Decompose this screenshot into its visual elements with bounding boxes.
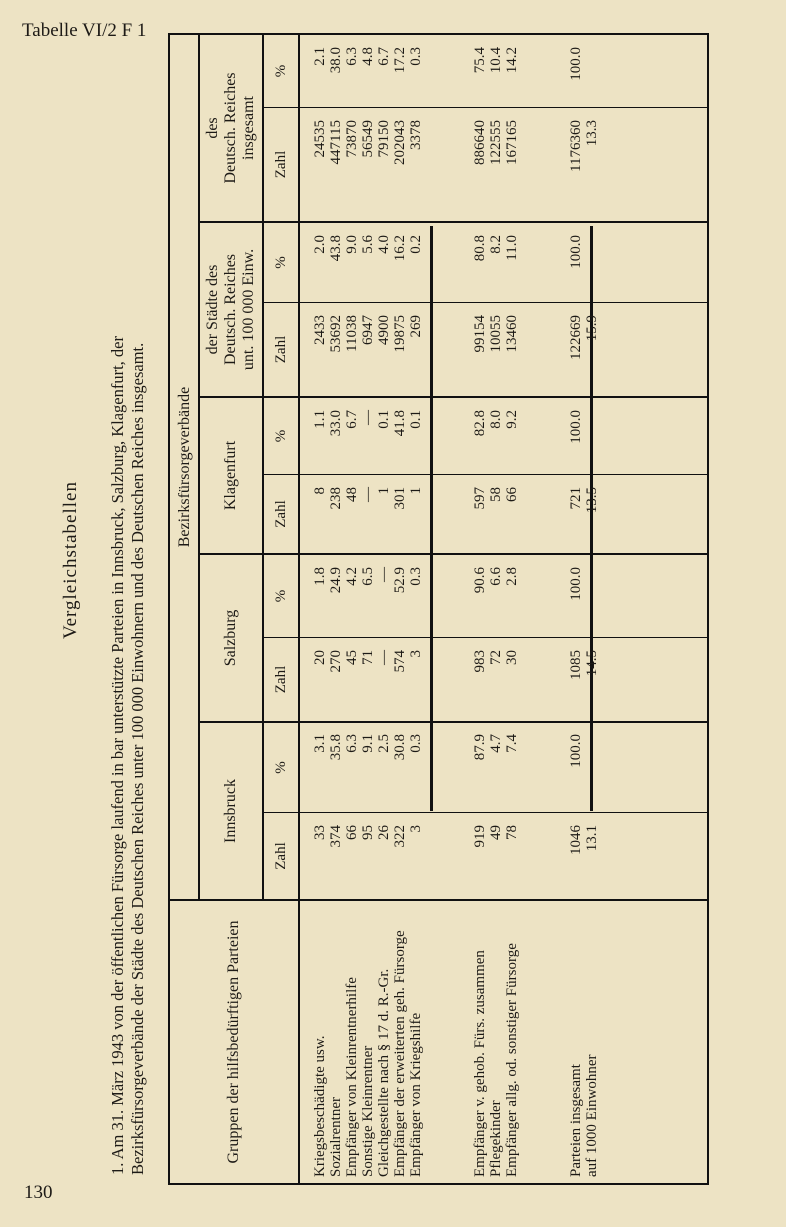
table-cell: 73870 xyxy=(344,120,360,158)
data-column xyxy=(312,410,600,476)
innsbruck-zahl-label: Zahl xyxy=(273,842,289,870)
group-label: Empfänger von Kriegshilfe xyxy=(408,1012,424,1177)
table-cell: 1176360 xyxy=(568,120,584,172)
group-label: Sonstige Kleinrentner xyxy=(360,1045,376,1177)
table-cell: 38.0 xyxy=(328,47,344,74)
table-cell: 26 xyxy=(376,825,392,840)
rotated-table-block xyxy=(60,25,720,1185)
table-cell xyxy=(584,410,600,476)
table-cell: 71 xyxy=(360,650,376,665)
col-reich-line2: Deutsch. Reiches xyxy=(222,72,239,184)
table-cell: 8.0 xyxy=(488,410,504,429)
table-cell: 6.3 xyxy=(344,47,360,66)
title-line-1: 1. Am 31. März 1943 von der öffentlichen Fürsorge laufend in bar unterstützte Parteien in Innsbruck, Salzburg, Klagenfurt, der xyxy=(108,336,127,1175)
table-cell: 322 xyxy=(392,825,408,848)
table-cell: 6.6 xyxy=(488,567,504,586)
table-cell: 90.6 xyxy=(472,567,488,594)
table-cell: 45 xyxy=(344,650,360,665)
table-cell: 4.2 xyxy=(344,567,360,586)
col-reich xyxy=(200,35,262,221)
table-cell: 1085 xyxy=(568,650,584,680)
table-cell: 122669 xyxy=(568,315,584,360)
col-reich-line1: des xyxy=(204,117,221,139)
table-cell: 721 xyxy=(568,487,584,510)
table-cell: 10055 xyxy=(488,315,504,353)
table-cell: 269 xyxy=(408,315,424,338)
table-cell: 10.4 xyxy=(488,47,504,74)
table-cell: 2.1 xyxy=(312,47,328,66)
group-label: Empfänger v. gehob. Fürs. zusammen xyxy=(472,950,488,1177)
table-cell: 100.0 xyxy=(568,47,584,81)
table-cell: 48 xyxy=(344,487,360,502)
table-cell: 53692 xyxy=(328,315,344,353)
table-cell: 24.9 xyxy=(328,567,344,594)
data-column xyxy=(312,315,600,398)
table-cell: 16.2 xyxy=(392,235,408,262)
group-label: Empfänger allg. od. sonstiger Fürsorge xyxy=(504,943,520,1177)
table-cell: 13460 xyxy=(504,315,520,353)
table-cell: 80.8 xyxy=(472,235,488,262)
table-caption: Vergleichstabellen xyxy=(60,481,81,639)
col-innsbruck: Innsbruck xyxy=(222,779,239,843)
group-label: Parteien insgesamt xyxy=(568,1064,584,1177)
staedte-pct-label: % xyxy=(273,256,289,269)
table-cell: 447115 xyxy=(328,120,344,165)
table-cell: 52.9 xyxy=(392,567,408,594)
table-cell: 3 xyxy=(408,825,424,833)
table-title xyxy=(108,35,148,1175)
data-column xyxy=(312,825,600,901)
table-cell: — xyxy=(360,410,376,425)
table-cell: 66 xyxy=(344,825,360,840)
table-cell: 9.0 xyxy=(344,235,360,254)
col-staedte-line3: unt. 100 000 Einw. xyxy=(240,248,257,371)
table-cell: — xyxy=(376,567,392,582)
table-cell: 14.2 xyxy=(504,47,520,74)
table-cell: 301 xyxy=(392,487,408,510)
page-number: 130 xyxy=(24,1182,53,1203)
table-cell: 6.7 xyxy=(344,410,360,429)
table-cell: 1 xyxy=(408,487,424,495)
table-cell: 3.1 xyxy=(312,734,328,753)
table-cell: 11038 xyxy=(344,315,360,352)
table-cell xyxy=(584,235,600,304)
table-cell: 9.1 xyxy=(360,734,376,753)
table-cell: 4.7 xyxy=(488,734,504,753)
group-label: Kriegsbeschädigte usw. xyxy=(312,1035,328,1177)
data-column xyxy=(312,487,600,555)
table-cell: 597 xyxy=(472,487,488,510)
table-cell: 7.4 xyxy=(504,734,520,753)
table-cell: 49 xyxy=(488,825,504,840)
table-cell: 8.2 xyxy=(488,235,504,254)
table-cell: 41.8 xyxy=(392,410,408,437)
table-cell: 30 xyxy=(504,650,520,665)
group-label: Empfänger von Kleinrentnerhilfe xyxy=(344,977,360,1177)
data-column xyxy=(312,567,600,639)
title-line-2: Bezirksfürsorgeverbände der Städte des Deutschen Reiches unter 100 000 Einwohnern und des Deutschen Reiches insgesamt. xyxy=(128,342,147,1175)
table-cell: 6.5 xyxy=(360,567,376,586)
table-cell: 100.0 xyxy=(568,567,584,601)
table-cell: 33 xyxy=(312,825,328,840)
table-cell: 79150 xyxy=(376,120,392,158)
data-column xyxy=(312,235,600,304)
table-cell: 0.1 xyxy=(408,410,424,429)
table-cell: 82.8 xyxy=(472,410,488,437)
table-cell: 19875 xyxy=(392,315,408,353)
col-reich-line3: insgesamt xyxy=(240,96,257,160)
table-cell xyxy=(584,567,600,639)
table-cell: 13.5 xyxy=(584,487,600,514)
table-cell: 20 xyxy=(312,650,328,665)
group-label: Empfänger der erweiterten geh. Fürsorge xyxy=(392,930,408,1177)
table-cell: 0.1 xyxy=(376,410,392,429)
table-cell: 43.8 xyxy=(328,235,344,262)
data-column xyxy=(312,734,600,814)
salzburg-pct-label: % xyxy=(273,589,289,603)
table-cell: 1.1 xyxy=(312,410,328,429)
table-cell: 1 xyxy=(376,487,392,495)
reich-zahl-label: Zahl xyxy=(273,150,289,179)
col-klagenfurt: Klagenfurt xyxy=(222,440,239,511)
table-cell: 1.8 xyxy=(312,567,328,586)
table-cell: 14.5 xyxy=(584,650,600,677)
table-cell: 100.0 xyxy=(568,235,584,269)
table-cell: 6.7 xyxy=(376,47,392,66)
table-cell: 17.2 xyxy=(392,47,408,74)
header-bottom-rule xyxy=(298,35,300,1183)
table-cell: 0.3 xyxy=(408,47,424,66)
col-staedte-line2: Deutsch. Reiches xyxy=(222,253,239,366)
table-cell: 374 xyxy=(328,825,344,848)
table-cell: 100.0 xyxy=(568,410,584,444)
table-cell: 5.6 xyxy=(360,235,376,254)
table-cell: 87.9 xyxy=(472,734,488,761)
table-cell: 122555 xyxy=(488,120,504,165)
table-cell: 35.8 xyxy=(328,734,344,761)
table-cell: 13.3 xyxy=(584,120,600,147)
table-cell: 4900 xyxy=(376,315,392,345)
table-cell: 2.5 xyxy=(376,734,392,753)
table-cell: 2.8 xyxy=(504,567,520,586)
table-cell: 11.0 xyxy=(504,235,520,261)
table-cell: 1046 xyxy=(568,825,584,855)
group-label: Sozialrentner xyxy=(328,1097,344,1177)
group-label: auf 1000 Einwohner xyxy=(584,1054,600,1177)
table-cell: 33.0 xyxy=(328,410,344,437)
table-cell: 574 xyxy=(392,650,408,673)
table-cell: 919 xyxy=(472,825,488,848)
table-cell: — xyxy=(376,650,392,665)
table-cell: 9.2 xyxy=(504,410,520,429)
table-cell: 0.3 xyxy=(408,734,424,753)
data-column xyxy=(312,650,600,723)
table-cell: 270 xyxy=(328,650,344,673)
table-cell: 3378 xyxy=(408,120,424,150)
table-cell xyxy=(584,734,600,814)
col-salzburg: Salzburg xyxy=(222,609,239,667)
klagenfurt-zahl-label: Zahl xyxy=(273,500,289,528)
table-cell: 2433 xyxy=(312,315,328,345)
table-cell: 983 xyxy=(472,650,488,673)
table-cell: — xyxy=(360,487,376,502)
table-cell: 0.3 xyxy=(408,567,424,586)
table-cell: 13.1 xyxy=(584,825,600,852)
reich-pct-label: % xyxy=(273,64,289,78)
table-cell: 3 xyxy=(408,650,424,658)
innsbruck-pct-label: % xyxy=(273,761,289,774)
table-cell xyxy=(584,47,600,109)
table-cell: 56549 xyxy=(360,120,376,158)
table-cell: 30.8 xyxy=(392,734,408,761)
table-cell: 2.0 xyxy=(312,235,328,254)
table-cell: 202043 xyxy=(392,120,408,165)
table-cell: 167165 xyxy=(504,120,520,165)
group-label: Gleichgestellte nach § 17 d. R.-Gr. xyxy=(376,968,392,1177)
table-cell: 100.0 xyxy=(568,734,584,768)
table-cell: 6.3 xyxy=(344,734,360,753)
table-cell: 75.4 xyxy=(472,47,488,74)
table-cell: 886640 xyxy=(472,120,488,165)
data-column xyxy=(312,120,600,223)
table-cell: 6947 xyxy=(360,315,376,345)
table-cell: 95 xyxy=(360,825,376,840)
table-cell: 4.8 xyxy=(360,47,376,66)
table-cell: 0.2 xyxy=(408,235,424,254)
staedte-zahl-label: Zahl xyxy=(273,335,289,364)
salzburg-zahl-label: Zahl xyxy=(273,665,289,694)
table-cell: 58 xyxy=(488,487,504,502)
table-cell: 24535 xyxy=(312,120,328,158)
group-label: Pflegekinder xyxy=(488,1100,504,1177)
row-labels xyxy=(312,897,600,1177)
table-cell: 15.9 xyxy=(584,315,600,342)
page-header: Tabelle VI/2 F 1 xyxy=(22,20,147,41)
data-column xyxy=(312,47,600,109)
table-cell: 78 xyxy=(504,825,520,840)
table-cell: 72 xyxy=(488,650,504,665)
table-cell: 4.0 xyxy=(376,235,392,254)
col-staedte xyxy=(200,223,262,396)
table-cell: 99154 xyxy=(472,315,488,353)
table-cell: 238 xyxy=(328,487,344,510)
super-header: Bezirksfürsorgeverbände xyxy=(176,386,193,548)
row-header-label: Gruppen der hilfsbedürftigen Parteien xyxy=(225,920,242,1164)
col-staedte-line1: der Städte des xyxy=(204,264,221,355)
table-cell: 8 xyxy=(312,487,328,495)
klagenfurt-pct-label: % xyxy=(273,429,289,443)
table-cell: 66 xyxy=(504,487,520,502)
